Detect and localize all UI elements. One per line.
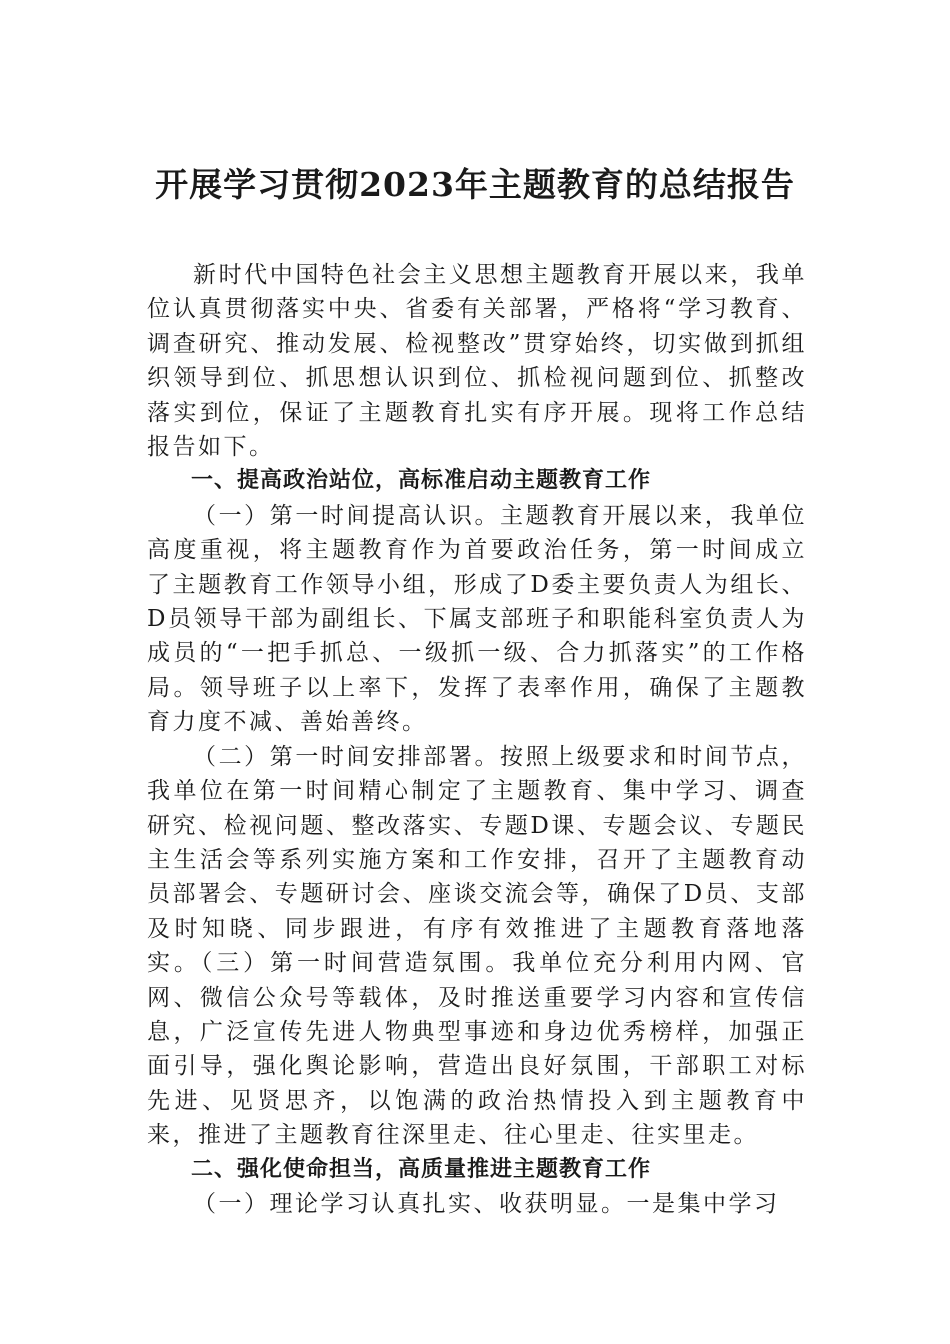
intro-paragraph: 新时代中国特色社会主义思想主题教育开展以来，我单位认真贯彻落实中央、省委有关部署，严格将“学习教育、调查研究、推动发展、检视整改”贯穿始终，切实做到抓组织领导到位、抓思想认识到位、抓检视问题到位、抓整改落实到位，保证了主题教育扎实有序开展。现将工作总结报告如下。 xyxy=(147,262,807,461)
section1-paragraph-1: （一）第一时间提高认识。主题教育开展以来，我单位高度重视，将主题教育作为首要政治任务，第一时间成立了主题教育工作领导小组，形成了D委主要负责人为组长、D员领导干部为副组长、下属支部班子和职能科室负责人为成员的“一把手抓总、一级抓一级、合力抓落实”的工作格局。领导班子以上率下，发挥了表率作用，确保了主题教育力度不减、善始善终。 xyxy=(147,502,807,736)
section-heading-2: 二、强化使命担当，高质量推进主题教育工作 xyxy=(191,1156,652,1182)
section-heading-1: 一、提高政治站位，高标准启动主题教育工作 xyxy=(191,468,652,494)
document-title: 开展学习贯彻2023年主题教育的总结报告 xyxy=(155,165,795,204)
section1-paragraph-2: （二）第一时间安排部署。按照上级要求和时间节点，我单位在第一时间精心制定了主题教育、集中学习、调查研究、检视问题、整改落实、专题D课、专题会议、专题民主生活会等系列实施方案和工作安排，召开了主题教育动员部署会、专题研讨会、座谈交流会等，确保了D员、支部及时知晓、同步跟进，有序有效推进了主题教育落地落实。（三）第一时间营造氛围。我单位充分利用内网、官网、微信公众号等载体，及时推送重要学习内容和宣传信息，广泛宣传先进人物典型事迹和身边优秀榜样，加强正面引导，强化舆论影响，营造出良好氛围，干部职工对标先进、见贤思齐，以饱满的政治热情投入到主题教育中来，推进了主题教育往深里走、往心里走、往实里走。 xyxy=(147,743,807,1149)
section2-paragraph-1: （一）理论学习认真扎实、收获明显。一是集中学习 xyxy=(193,1190,780,1217)
document-body xyxy=(147,258,807,1221)
